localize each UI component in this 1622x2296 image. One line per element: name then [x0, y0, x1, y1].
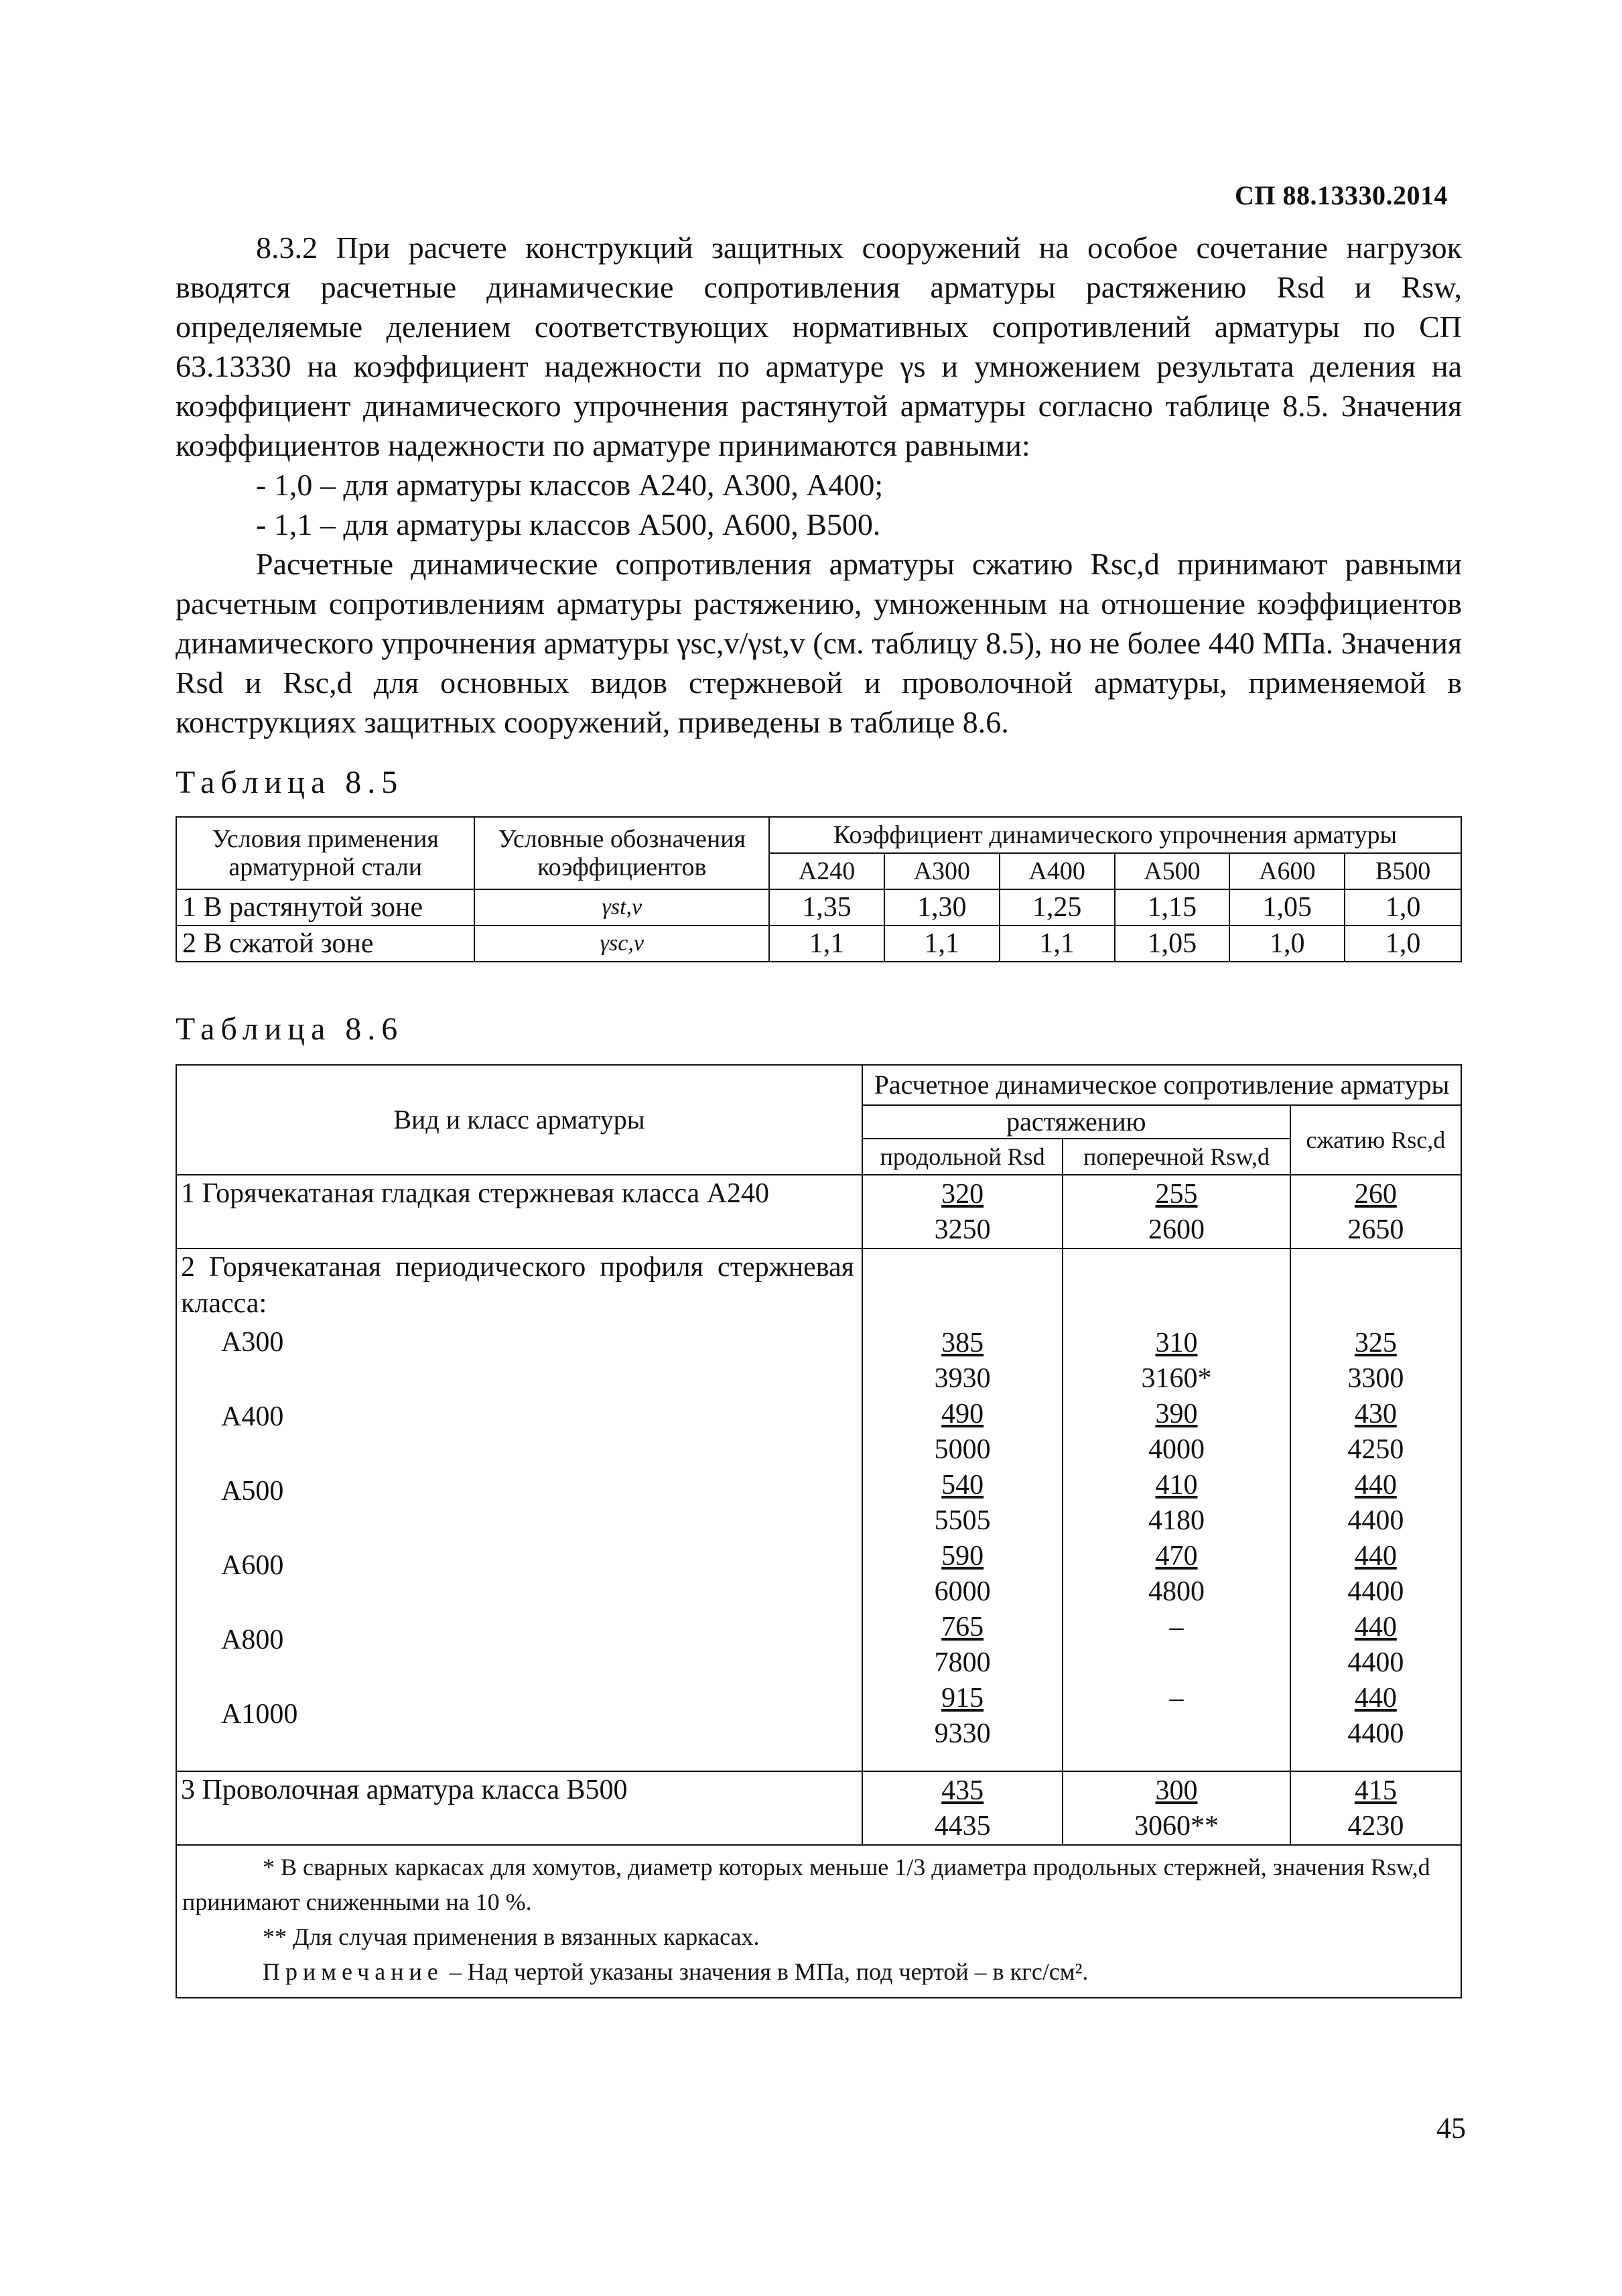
t85-col-conditions: Условия применения арматурной стали — [176, 817, 474, 889]
t85-col-symbols: Условные обозначения коэффициентов — [474, 817, 769, 889]
value-kgf: 4400 — [1347, 1718, 1404, 1749]
t86-cell — [1063, 1249, 1290, 1771]
value-mpa: 440 — [1354, 1541, 1397, 1572]
list-item-2: - 1,1 – для арматуры классов А500, А600, В500. — [256, 507, 881, 541]
note-3 — [182, 1954, 1455, 1989]
paragraph-compression: Расчетные динамические сопротивления арматуры сжатию Rsc,d принимают равными расчетным сопротивлениям арматуры растяжению, умноженным на отношение коэффициентов динамического упрочнения арматуры γsc,v/γst,v (см. таблицу 8.5), но не более 440 МПа. Значения Rsd и Rsc,d для основных видов стержневой и проволочной арматуры, применяемой в конструкциях защитных сооружений, приведены в таблице 8.6. — [176, 547, 1462, 739]
value-kgf: 4400 — [1347, 1505, 1404, 1536]
t86-cell — [862, 1249, 1063, 1771]
document-code: СП 88.13330.2014 — [1235, 180, 1448, 210]
table-8-5-title: Таблица 8.5 — [176, 765, 404, 800]
value-mpa: 390 — [1155, 1399, 1198, 1429]
t85-class: А600 — [1229, 853, 1345, 889]
value-kgf: 4800 — [1148, 1576, 1205, 1607]
table-8-6 — [176, 1064, 1462, 1998]
note-1: * В сварных каркасах для хомутов, диаметр которых меньше 1/3 диаметра продольных стержней, значения Rsw,d принимают сниженными на 10 %. — [182, 1854, 1430, 1915]
value-mpa: 440 — [1354, 1683, 1397, 1714]
value-mpa: 915 — [941, 1683, 984, 1714]
value-mpa: 310 — [1155, 1328, 1198, 1358]
table-8-5 — [176, 816, 1462, 962]
t86-cell — [1063, 1175, 1290, 1249]
value-mpa: 325 — [1354, 1328, 1397, 1358]
value-mpa: 255 — [1155, 1179, 1198, 1210]
value-mpa: 440 — [1354, 1612, 1397, 1643]
t85-cell: 1,35 — [769, 889, 884, 926]
value-kgf: 3930 — [934, 1363, 991, 1394]
value-kgf: 2650 — [1347, 1214, 1404, 1245]
table-row — [176, 889, 1461, 926]
value-mpa: 320 — [941, 1179, 984, 1210]
t86-cell — [1063, 1771, 1290, 1845]
table-row — [176, 1249, 1461, 1771]
t85-class: А300 — [884, 853, 1000, 889]
table-row — [176, 1771, 1461, 1845]
value-kgf: 4400 — [1347, 1576, 1404, 1607]
value-kgf: 4400 — [1347, 1647, 1404, 1678]
value-kgf: 2600 — [1148, 1214, 1205, 1245]
t86-col-kind: Вид и класс арматуры — [176, 1065, 862, 1175]
body-text — [176, 228, 1462, 742]
t85-row-symbol: γst,v — [474, 889, 769, 926]
t86-row2-name: 2 Горячекатаная периодического профиля стержневая класса: — [181, 1252, 854, 1319]
t86-row3-name: 3 Проволочная арматура класса В500 — [176, 1771, 862, 1845]
list-item-1: - 1,0 – для арматуры классов А240, А300, А400; — [256, 468, 884, 502]
value-mpa: 765 — [941, 1612, 984, 1643]
value-mpa: 490 — [941, 1399, 984, 1429]
t86-row1-name: 1 Горячекатаная гладкая стержневая класса А240 — [176, 1175, 862, 1249]
class-label: А1000 — [221, 1699, 298, 1730]
value-kgf: 4230 — [1347, 1811, 1404, 1842]
t85-row-symbol: γsc,v — [474, 926, 769, 962]
value-kgf: 5000 — [934, 1434, 991, 1465]
t85-cell: 1,05 — [1229, 889, 1345, 926]
note-text: – Над чертой указаны значения в МПа, под чертой – в кгс/см². — [449, 1958, 1089, 1985]
t85-class: А400 — [1000, 853, 1115, 889]
value-kgf: 9330 — [934, 1718, 991, 1749]
t85-cell: 1,05 — [1115, 926, 1230, 962]
t85-row-name: 1 В растянутой зоне — [176, 889, 474, 926]
value-kgf: 3060** — [1134, 1811, 1219, 1842]
t86-cell — [1290, 1249, 1461, 1771]
t86-col-compression: сжатию Rsc,d — [1290, 1105, 1461, 1175]
value-kgf: 3300 — [1347, 1363, 1404, 1394]
value-kgf: 3160* — [1141, 1363, 1212, 1394]
t85-cell: 1,0 — [1345, 926, 1461, 962]
value-mpa: 590 — [941, 1541, 984, 1572]
class-label: А400 — [221, 1401, 284, 1432]
value-mpa: 540 — [941, 1470, 984, 1501]
t85-cell: 1,15 — [1115, 889, 1230, 926]
t85-col-coefficient: Коэффициент динамического упрочнения арматуры — [769, 817, 1461, 853]
t86-cell — [1290, 1175, 1461, 1249]
table-row — [176, 1175, 1461, 1249]
value-kgf — [1063, 1645, 1289, 1681]
value-mpa: 470 — [1155, 1541, 1198, 1572]
value-kgf: 3250 — [934, 1214, 991, 1245]
note-label: Примечание — [263, 1958, 444, 1985]
value-kgf: 4000 — [1148, 1434, 1205, 1465]
value-mpa: 260 — [1354, 1179, 1397, 1210]
value-kgf: 4180 — [1148, 1505, 1205, 1536]
table-8-6-title: Таблица 8.6 — [176, 1011, 404, 1047]
value-kgf — [1063, 1716, 1289, 1752]
t85-class: А240 — [769, 853, 884, 889]
page-number: 45 — [1436, 2112, 1466, 2145]
note-2: ** Для случая применения в вязанных каркасах. — [263, 1923, 760, 1950]
value-mpa: 415 — [1354, 1775, 1397, 1806]
value-kgf: 4250 — [1347, 1434, 1404, 1465]
t85-row-name: 2 В сжатой зоне — [176, 926, 474, 962]
t86-cell — [1290, 1771, 1461, 1845]
t86-col-tension: растяжению — [862, 1105, 1290, 1139]
table-row — [176, 926, 1461, 962]
t86-notes — [176, 1845, 1461, 1998]
value-kgf: 7800 — [934, 1647, 991, 1678]
t85-cell: 1,1 — [1000, 926, 1115, 962]
value-mpa: 410 — [1155, 1470, 1198, 1501]
class-label: А800 — [221, 1624, 284, 1655]
t86-col-transverse: поперечной Rsw,d — [1063, 1139, 1290, 1175]
t85-cell: 1,1 — [769, 926, 884, 962]
t85-cell: 1,0 — [1229, 926, 1345, 962]
t85-cell: 1,30 — [884, 889, 1000, 926]
class-label: А300 — [221, 1327, 284, 1358]
t86-row2 — [176, 1249, 862, 1771]
value-mpa: 385 — [941, 1328, 984, 1358]
value-kgf: 4435 — [934, 1811, 991, 1842]
value-mpa: 440 — [1354, 1470, 1397, 1501]
t86-col-longitudinal: продольной Rsd — [862, 1139, 1063, 1175]
class-label: А500 — [221, 1476, 284, 1507]
t85-class: В500 — [1345, 853, 1461, 889]
t86-cell — [862, 1175, 1063, 1249]
class-label: А600 — [221, 1550, 284, 1581]
t85-class: А500 — [1115, 853, 1230, 889]
t85-cell: 1,1 — [884, 926, 1000, 962]
value-mpa: 300 — [1155, 1775, 1198, 1806]
value-mpa: 435 — [941, 1775, 984, 1806]
value-dash: – — [1169, 1612, 1184, 1643]
t86-cell — [862, 1771, 1063, 1845]
value-kgf: 6000 — [934, 1576, 991, 1607]
t86-col-group: Расчетное динамическое сопротивление арматуры — [862, 1065, 1461, 1105]
paragraph-8-3-2: 8.3.2 При расчете конструкций защитных сооружений на особое сочетание нагрузок вводятся расчетные динамические сопротивления арматуры растяжению Rsd и Rsw, определяемые делением соответствующих нормативных сопротивлений арматуры по СП 63.13330 на коэффициент надежности по арматуре γs и умножением результата деления на коэффициент динамического упрочнения растянутой арматуры согласно таблице 8.5. Значения коэффициентов надежности по арматуре принимаются равными: — [176, 231, 1462, 462]
t85-cell: 1,25 — [1000, 889, 1115, 926]
value-kgf: 5505 — [934, 1505, 991, 1536]
t85-cell: 1,0 — [1345, 889, 1461, 926]
value-mpa: 430 — [1354, 1399, 1397, 1429]
value-dash: – — [1169, 1683, 1184, 1714]
